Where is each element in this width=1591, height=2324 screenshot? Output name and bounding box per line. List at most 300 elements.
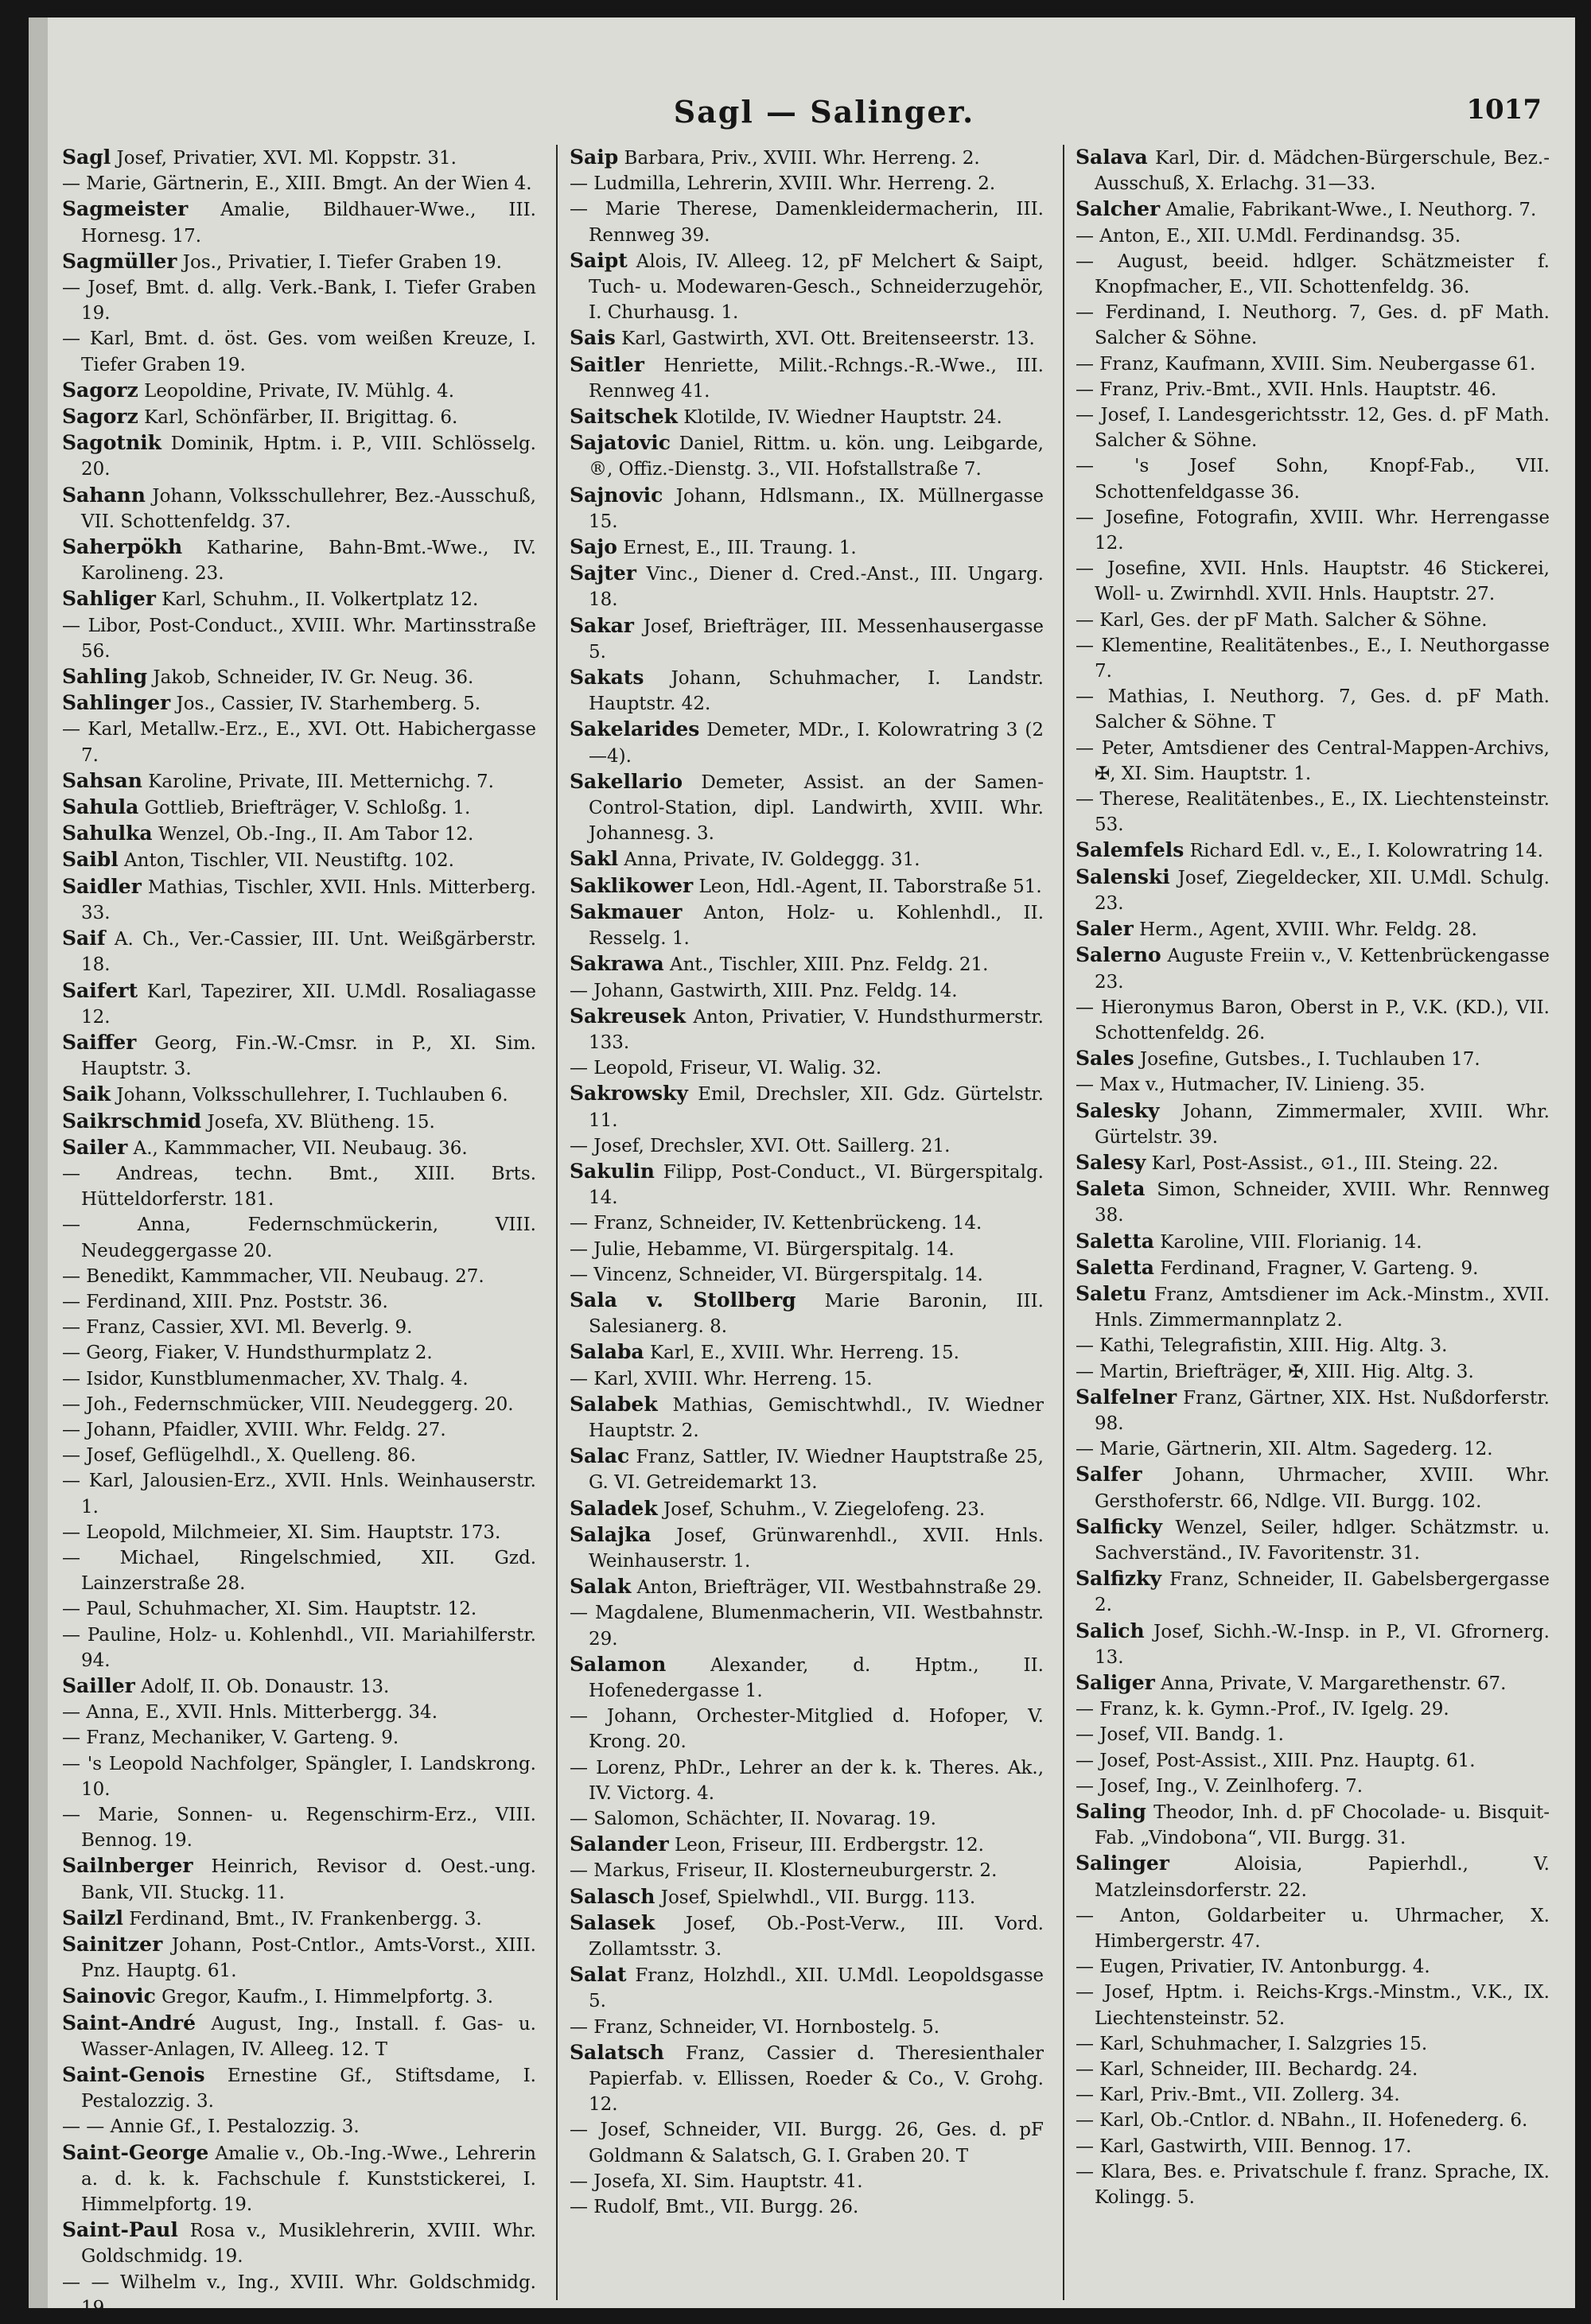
entry-details: Karl, Schönfärber, II. Brigittag. 6.	[138, 407, 458, 429]
entry-surname: Sakellario	[570, 769, 683, 793]
entry-details: Klotilde, IV. Wiedner Hauptstr. 24.	[678, 407, 1002, 429]
entry-surname: Salac	[570, 1444, 630, 1468]
directory-entry	[62, 874, 536, 926]
entry-surname: Sajatovic	[570, 431, 671, 455]
directory-entry	[1076, 1954, 1550, 1980]
entry-details: Georg, Fin.-W.-Cmsr. in P., XI. Sim. Hauptstr. 3.	[81, 1032, 536, 1080]
entry-details: Anna, Private, V. Margarethenstr. 67.	[1154, 1673, 1507, 1694]
directory-entry	[1076, 1903, 1550, 1954]
directory-entry	[1076, 2108, 1550, 2133]
directory-entry	[570, 1133, 1044, 1159]
entry-details: Karl, Tapezirer, XII. U.Mdl. Rosaliagasse 12.	[81, 981, 536, 1028]
entry-details: — Josefine, XVII. Hnls. Hauptstr. 46 Stickerei, Woll- u. Zwirnhdl. XVII. Hnls. Hauptstr. 27.	[1076, 558, 1550, 605]
entry-details: — Lorenz, PhDr., Lehrer an der k. k. Theres. Ak., IV. Victorg. 4.	[570, 1757, 1044, 1804]
directory-entry	[570, 1444, 1044, 1495]
directory-entry	[62, 768, 536, 795]
directory-entry	[570, 1962, 1044, 2014]
entry-details: — Josef, Schneider, VII. Burgg. 26, Ges. d. pF Goldmann & Salatsch, G. I. Graben 20. T	[570, 2120, 1044, 2167]
entry-details: — Josef, Post-Assist., XIII. Pnz. Hauptg. 61.	[1076, 1750, 1476, 1771]
directory-entry	[62, 1468, 536, 1519]
entry-details: Johann, Schuhmacher, I. Landstr. Hauptstr. 42.	[589, 668, 1044, 715]
entry-details: Josef, Spielwhdl., VII. Burgg. 113.	[655, 1887, 976, 1908]
directory-column-3	[1076, 145, 1550, 2300]
directory-column-1	[62, 145, 536, 2318]
directory-entry	[1076, 865, 1550, 916]
entry-surname: Sahlinger	[62, 691, 171, 715]
entry-details: — Kathi, Telegrafistin, XIII. Hig. Altg. 3.	[1076, 1335, 1448, 1357]
entry-surname: Sagotnik	[62, 431, 161, 455]
directory-entry	[1076, 736, 1550, 787]
entry-details: — Anton, E., XII. U.Mdl. Ferdinandsg. 35.	[1076, 225, 1461, 247]
directory-entry	[1076, 505, 1550, 556]
entry-details: Josef, Ziegeldecker, XII. U.Mdl. Schulg. 23.	[1095, 867, 1550, 914]
entry-surname: Sakats	[570, 666, 644, 690]
entry-details: — Karl, Ges. der pF Math. Salcher & Söhne.	[1076, 609, 1488, 631]
directory-entry	[62, 1545, 536, 1596]
directory-entry	[570, 1366, 1044, 1392]
entry-surname: Salasek	[570, 1910, 655, 1934]
entry-surname: Salfelner	[1076, 1385, 1177, 1409]
directory-entry	[62, 1725, 536, 1751]
entry-surname: Sajter	[570, 562, 636, 585]
directory-entry	[1076, 300, 1550, 351]
entry-details: Filipp, Post-Conduct., VI. Bürgerspitalg. 14.	[589, 1161, 1044, 1209]
entry-details: — August, beeid. hdlger. Schätzmeister f. Knopfmacher, E., VII. Schottenfeldg. 36.	[1076, 251, 1550, 298]
entry-details: — Franz, k. k. Gymn.-Prof., IV. Igelg. 29.	[1076, 1699, 1449, 1720]
directory-entry	[62, 1623, 536, 1673]
entry-details: — Josef, Hptm. i. Reichs-Krgs.-Minstm., V.K., IX. Liechtensteinstr. 52.	[1076, 1982, 1550, 2029]
entry-surname: Salak	[570, 1575, 632, 1599]
entry-surname: Salat	[570, 1963, 627, 1987]
entry-details: Franz, Sattler, IV. Wiedner Hauptstraße 25, G. VI. Getreidemarkt 13.	[589, 1447, 1044, 1494]
entry-details: Josef, Schuhm., V. Ziegelofeng. 23.	[657, 1498, 986, 1520]
entry-details: Dominik, Hptm. i. P., VIII. Schlösselg. 20.	[81, 433, 536, 480]
directory-entry	[1076, 1980, 1550, 2031]
directory-entry	[1076, 1748, 1550, 1774]
entry-details: Aloisia, Papierhdl., V. Matzleinsdorferstr. 22.	[1095, 1854, 1550, 1901]
entry-surname: Saletta	[1076, 1229, 1154, 1253]
entry-details: — Josefine, Fotografin, XVIII. Whr. Herrengasse 12.	[1076, 507, 1550, 554]
directory-entry	[570, 145, 1044, 171]
directory-entry	[570, 196, 1044, 247]
directory-entry	[570, 1600, 1044, 1651]
entry-details: August, Ing., Install. f. Gas- u. Wasser-Anlagen, IV. Alleeg. 12. T	[81, 2013, 536, 2060]
entry-details: Franz, Schneider, II. Gabelsbergergasse 2.	[1095, 1569, 1550, 1616]
entry-details: Karl, Gastwirth, XVI. Ott. Breitenseerstr. 13.	[615, 328, 1035, 350]
entry-details: — Libor, Post-Conduct., XVIII. Whr. Martinsstraße 56.	[62, 615, 536, 662]
directory-entry	[570, 2015, 1044, 2040]
directory-entry	[62, 2270, 536, 2321]
entry-details: — Josef, VII. Bandg. 1.	[1076, 1724, 1284, 1746]
directory-entry	[62, 1596, 536, 1622]
directory-entry	[1076, 402, 1550, 453]
directory-entry	[1076, 556, 1550, 607]
entry-details: Anton, Privatier, V. Hundsthurmerstr. 133.	[589, 1006, 1044, 1053]
entry-details: — Magdalene, Blumenmacherin, VII. Westbahnstr. 29.	[570, 1603, 1044, 1650]
entry-surname: Salatsch	[570, 2040, 664, 2064]
entry-surname: Sahula	[62, 795, 139, 819]
entry-details: Marie Baronin, III. Salesianerg. 8.	[589, 1290, 1044, 1338]
entry-surname: Sajo	[570, 535, 617, 559]
directory-entry	[570, 951, 1044, 977]
entry-surname: Sahulka	[62, 822, 153, 845]
directory-entry	[62, 483, 536, 534]
directory-entry	[1076, 942, 1550, 994]
entry-surname: Sagmüller	[62, 249, 177, 273]
entry-details: — Karl, XVIII. Whr. Herreng. 15.	[570, 1368, 873, 1389]
entry-details: Josef, Sichh.-W.-Insp. in P., VI. Gfrornerg. 13.	[1095, 1621, 1550, 1668]
entry-surname: Salander	[570, 1832, 669, 1856]
directory-entry	[1076, 2159, 1550, 2210]
entry-details: Simon, Schneider, XVIII. Whr. Rennweg 38.	[1095, 1179, 1550, 1226]
entry-details: — Franz, Mechaniker, V. Garteng. 9.	[62, 1727, 399, 1749]
entry-surname: Sagorz	[62, 405, 138, 429]
directory-entry	[1076, 2057, 1550, 2082]
entry-details: — Leopold, Milchmeier, XI. Sim. Hauptstr. 173.	[62, 1521, 501, 1543]
directory-entry	[1076, 684, 1550, 735]
directory-entry	[570, 717, 1044, 768]
directory-entry	[1076, 352, 1550, 377]
entry-surname: Saif	[62, 927, 106, 950]
entry-surname: Sagorz	[62, 378, 138, 402]
entry-surname: Salamon	[570, 1652, 667, 1676]
entry-details: — Salomon, Schächter, II. Novarag. 19.	[570, 1809, 936, 1829]
entry-surname: Saifert	[62, 978, 138, 1002]
entry-details: — Karl, Priv.-Bmt., VII. Zollerg. 34.	[1076, 2085, 1400, 2106]
entry-details: — Josef, Geflügelhdl., X. Quelleng. 86.	[62, 1445, 417, 1467]
entry-surname: Salesy	[1076, 1150, 1146, 1174]
entry-surname: Sakreusek	[570, 1004, 687, 1028]
entry-details: — Franz, Kaufmann, XVIII. Sim. Neubergasse 61.	[1076, 353, 1536, 375]
entry-details: Josef, Briefträger, III. Messenhausergasse 5.	[589, 616, 1044, 663]
entry-surname: Sailzl	[62, 1906, 123, 1930]
entry-surname: Saklikower	[570, 873, 694, 897]
entry-surname: Salich	[1076, 1619, 1145, 1642]
entry-details: Alois, IV. Alleeg. 12, pF Melchert & Saipt, Tuch- u. Modewaren-Gesch., Schneiderzugehör, I. Churhausg. 1.	[589, 251, 1044, 324]
directory-entry	[1076, 1851, 1550, 1902]
entry-details: — Rudolf, Bmt., VII. Burgg. 26.	[570, 2197, 859, 2218]
entry-details: — Klementine, Realitätenbes., E., I. Neuthorgasse 7.	[1076, 635, 1550, 682]
directory-entry	[570, 1339, 1044, 1366]
entry-details: Josef, Grünwarenhdl., XVII. Hnls. Weinhauserstr. 1.	[589, 1525, 1044, 1572]
entry-surname: Saint-Genois	[62, 2063, 205, 2087]
entry-details: Franz, Holzhdl., XII. U.Mdl. Leopoldsgasse 5.	[589, 1965, 1044, 2012]
entry-details: — Joh., Federnschmücker, VIII. Neudeggerg. 20.	[62, 1393, 514, 1415]
directory-entry	[62, 926, 536, 977]
directory-entry	[1076, 1566, 1550, 1618]
directory-entry	[62, 1906, 536, 1932]
directory-entry	[62, 171, 536, 196]
directory-entry	[62, 1212, 536, 1263]
directory-entry	[1076, 1436, 1550, 1462]
directory-entry	[62, 1109, 536, 1135]
entry-details: Josefine, Gutsbes., I. Tuchlauben 17.	[1134, 1049, 1480, 1071]
entry-details: — Ludmilla, Lehrerin, XVIII. Whr. Herreng. 2.	[570, 173, 996, 195]
directory-entry	[570, 613, 1044, 665]
directory-entry	[570, 1522, 1044, 1574]
entry-details: Johann, Uhrmacher, XVIII. Whr. Gersthoferstr. 66, Ndlge. VII. Burgg. 102.	[1095, 1465, 1550, 1512]
directory-entry	[570, 1288, 1044, 1339]
entry-details: — Karl, Schneider, III. Bechardg. 24.	[1076, 2059, 1418, 2081]
entry-details: — Franz, Schneider, IV. Kettenbrückeng. 14.	[570, 1213, 982, 1234]
directory-entry	[1076, 196, 1550, 223]
directory-entry	[62, 2217, 536, 2269]
directory-entry	[1076, 1098, 1550, 1150]
entry-details: — Anna, E., XVII. Hnls. Mitterbergg. 34.	[62, 1702, 438, 1724]
entry-surname: Saikrschmid	[62, 1109, 202, 1133]
directory-entry	[1076, 453, 1550, 504]
directory-entry	[1076, 1514, 1550, 1566]
directory-entry	[570, 846, 1044, 872]
entry-details: — Karl, Ob.-Cntlor. d. NBahn., II. Hofenederg. 6.	[1076, 2110, 1528, 2132]
entry-details: Karl, Dir. d. Mädchen-Bürgerschule, Bez.-Ausschuß, X. Erlachg. 31—33.	[1095, 148, 1550, 195]
entry-surname: Sagmeister	[62, 197, 189, 221]
entry-details: Herm., Agent, XVIII. Whr. Feldg. 28.	[1133, 919, 1477, 941]
entry-details: — Ferdinand, I. Neuthorg. 7, Ges. d. pF Math. Salcher & Söhne.	[1076, 302, 1550, 349]
entry-surname: Saleta	[1076, 1177, 1146, 1201]
directory-entry	[62, 1673, 536, 1700]
entry-details: — Karl, Gastwirth, VIII. Bennog. 17.	[1076, 2136, 1412, 2157]
entry-details: Auguste Freiin v., V. Kettenbrückengasse 23.	[1095, 946, 1550, 993]
directory-entry	[570, 1806, 1044, 1832]
entry-details: Wenzel, Ob.-Ing., II. Am Tabor 12.	[152, 824, 474, 845]
directory-entry	[570, 2194, 1044, 2220]
entry-details: Wenzel, Seiler, hdlger. Schätzmstr. u. Sachverständ., IV. Favoritenstr. 31.	[1095, 1517, 1550, 1564]
directory-entry	[62, 1932, 536, 1984]
entry-details: A. Ch., Ver.-Cassier, III. Unt. Weißgärberstr. 18.	[81, 929, 536, 976]
directory-entry	[62, 690, 536, 717]
entry-details: Demeter, Assist. an der Samen-Control-Station, dipl. Landwirth, XVIII. Whr. Johannesg. 3.	[589, 771, 1044, 845]
entry-surname: Saidler	[62, 874, 142, 898]
entry-details: — 's Josef Sohn, Knopf-Fab., VII. Schottenfeldgasse 36.	[1076, 456, 1550, 503]
directory-entry	[570, 352, 1044, 404]
directory-entry	[570, 1211, 1044, 1236]
directory-entry	[62, 2062, 536, 2114]
entry-surname: Salerno	[1076, 943, 1161, 967]
entry-details: Anton, Tischler, VII. Neustiftg. 102.	[118, 850, 454, 872]
entry-details: — Eugen, Privatier, IV. Antonburgg. 4.	[1076, 1957, 1430, 1978]
entry-details: — Peter, Amtsdiener des Central-Mappen-Archivs, ✠, XI. Sim. Hauptstr. 1.	[1076, 737, 1550, 784]
entry-surname: Saliger	[1076, 1670, 1155, 1694]
entry-surname: Saipt	[570, 248, 628, 272]
entry-details: — Marie, Gärtnerin, XII. Altm. Sagederg. 12.	[1076, 1439, 1493, 1460]
directory-entry	[62, 821, 536, 847]
entry-surname: Sahliger	[62, 587, 156, 611]
directory-entry	[570, 248, 1044, 326]
directory-entry	[570, 1392, 1044, 1444]
entry-details: Demeter, MDr., I. Kolowratring 3 (2—4).	[589, 720, 1044, 767]
directory-entry	[570, 534, 1044, 561]
directory-page	[29, 17, 1575, 2318]
entry-surname: Sailler	[62, 1673, 135, 1697]
entry-surname: Sales	[1076, 1047, 1134, 1071]
entry-details: Henriette, Milit.-Rchngs.-R.-Wwe., III. Rennweg 41.	[589, 355, 1044, 402]
directory-entry	[570, 1832, 1044, 1858]
entry-surname: Sais	[570, 326, 616, 350]
entry-details: — Franz, Cassier, XVI. Ml. Beverlg. 9.	[62, 1317, 413, 1339]
entry-details: Josef, Ob.-Post-Verw., III. Vord. Zollamtsstr. 3.	[589, 1913, 1044, 1961]
entry-details: — Johann, Gastwirth, XIII. Pnz. Feldg. 14.	[570, 980, 958, 1001]
directory-entry	[570, 483, 1044, 534]
entry-details: — Josef, Bmt. d. allg. Verk.-Bank, I. Tiefer Graben 19.	[62, 278, 536, 325]
entry-details: — Marie Therese, Damenkleidermacherin, III. Rennweg 39.	[570, 199, 1044, 246]
entry-details: — Vincenz, Schneider, VI. Bürgerspitalg. 14.	[570, 1264, 983, 1285]
entry-details: Katharine, Bahn-Bmt.-Wwe., IV. Karolineng. 23.	[81, 538, 536, 585]
entry-surname: Sahling	[62, 665, 148, 689]
entry-details: Theodor, Inh. d. pF Chocolade- u. Bisquit-Fab. „Vindobona“, VII. Burgg. 31.	[1095, 1802, 1550, 1849]
entry-details: Josef, Privatier, XVI. Ml. Koppstr. 31.	[111, 148, 457, 169]
entry-details: Ferdinand, Bmt., IV. Frankenbergg. 3.	[123, 1908, 482, 1930]
directory-entry	[1076, 916, 1550, 942]
entry-details: Leopoldine, Private, IV. Mühlg. 4.	[138, 380, 455, 402]
entry-details: Mathias, Gemischtwhdl., IV. Wiedner Hauptstr. 2.	[589, 1394, 1044, 1441]
directory-entry	[1076, 223, 1550, 249]
entry-surname: Sainitzer	[62, 1933, 163, 1957]
directory-entry	[1076, 1696, 1550, 1722]
entry-details: — — Wilhelm v., Ing., XVIII. Whr. Goldschmidg. 19.	[62, 2272, 536, 2318]
entry-details: Jakob, Schneider, IV. Gr. Neug. 36.	[147, 667, 474, 689]
directory-entry	[62, 1520, 536, 1545]
directory-entry	[1076, 2031, 1550, 2057]
directory-entry	[1076, 377, 1550, 402]
directory-entry	[570, 1496, 1044, 1522]
directory-entry	[62, 249, 536, 275]
directory-entry	[62, 586, 536, 612]
directory-entry	[1076, 1229, 1550, 1255]
entry-surname: Salcher	[1076, 197, 1161, 221]
entry-details: — Franz, Schneider, VI. Hornbostelg. 5.	[570, 2016, 940, 2038]
directory-entry	[570, 1004, 1044, 1055]
entry-surname: Sajnovic	[570, 483, 663, 507]
entry-details: — Martin, Briefträger, ✠, XIII. Hig. Altg. 3.	[1076, 1361, 1474, 1382]
directory-entry	[1076, 145, 1550, 196]
entry-details: Ernest, E., III. Traung. 1.	[617, 538, 857, 559]
entry-details: Karoline, VIII. Florianig. 14.	[1153, 1231, 1422, 1253]
directory-entry	[1076, 1176, 1550, 1228]
entry-details: — Therese, Realitätenbes., E., IX. Liechtensteinstr. 53.	[1076, 789, 1550, 836]
directory-entry	[1076, 1072, 1550, 1098]
directory-entry	[62, 1315, 536, 1340]
entry-surname: Salabek	[570, 1392, 658, 1416]
directory-entry	[62, 1366, 536, 1392]
directory-entry	[570, 2169, 1044, 2194]
directory-entry	[570, 1055, 1044, 1081]
entry-details: — Marie, Sonnen- u. Regenschirm-Erz., VIII. Bennog. 19.	[62, 1805, 536, 1852]
entry-surname: Sahsan	[62, 768, 142, 792]
directory-entry	[62, 1984, 536, 2010]
directory-entry	[570, 1159, 1044, 1211]
directory-entry	[570, 1910, 1044, 1962]
entry-surname: Saling	[1076, 1800, 1146, 1823]
entry-surname: Sakelarides	[570, 717, 700, 741]
entry-surname: Sainovic	[62, 1984, 156, 2008]
entry-surname: Saladek	[570, 1496, 658, 1520]
directory-entry	[570, 665, 1044, 717]
entry-surname: Salasch	[570, 1884, 655, 1908]
entry-details: — Leopold, Friseur, VI. Walig. 32.	[570, 1058, 882, 1079]
entry-details: Johann, Volksschullehrer, Bez.-Ausschuß, VII. Schottenfeldg. 37.	[81, 485, 536, 532]
entry-details: — Pauline, Holz- u. Kohlenhdl., VII. Mariahilferstr. 94.	[62, 1624, 536, 1671]
directory-entry	[62, 2140, 536, 2218]
entry-details: Gregor, Kaufm., I. Himmelpfortg. 3.	[155, 1987, 494, 2008]
entry-details: — Josef, I. Landesgerichtsstr. 12, Ges. d. pF Math. Salcher & Söhne.	[1076, 405, 1550, 452]
entry-details: — — Annie Gf., I. Pestalozzig. 3.	[62, 2116, 360, 2138]
directory-entry	[570, 2117, 1044, 2168]
directory-entry	[62, 275, 536, 326]
entry-details: Rosa v., Musiklehrerin, XVIII. Whr. Goldschmidg. 19.	[81, 2221, 536, 2268]
directory-entry	[1076, 995, 1550, 1046]
entry-details: — Klara, Bes. e. Privatschule f. franz. Sprache, IX. Kolingg. 5.	[1076, 2161, 1550, 2209]
directory-entry	[62, 1340, 536, 1366]
directory-entry	[1076, 1255, 1550, 1281]
directory-entry	[1076, 837, 1550, 864]
entry-surname: Salficky	[1076, 1514, 1162, 1538]
entry-details: — Johann, Pfaidler, XVIII. Whr. Feldg. 27.	[62, 1419, 446, 1440]
directory-entry	[62, 1802, 536, 1853]
entry-details: Franz, Cassier d. Theresienthaler Papierfab. v. Ellissen, Roeder & Co., V. Grohg. 12.	[589, 2042, 1044, 2116]
directory-entry	[62, 1443, 536, 1468]
running-head	[29, 94, 1575, 132]
directory-entry	[1076, 1619, 1550, 1670]
entry-details: Ernestine Gf., Stiftsdame, I. Pestalozzig. 3.	[81, 2066, 536, 2112]
entry-surname: Salaba	[570, 1340, 644, 1364]
directory-entry	[570, 769, 1044, 847]
entry-details: Johann, Post-Cntlor., Amts-Vorst., XIII. Pnz. Hauptg. 61.	[81, 1935, 536, 1982]
entry-details: — Anna, Federnschmückerin, VIII. Neudeggergasse 20.	[62, 1214, 536, 1261]
directory-entry	[62, 1082, 536, 1108]
entry-details: — Andreas, techn. Bmt., XIII. Brts. Hütteldorferstr. 181.	[62, 1163, 536, 1211]
entry-details: Karl, Schuhm., II. Volkertplatz 12.	[155, 589, 479, 611]
entry-surname: Sailer	[62, 1135, 128, 1159]
directory-entry	[62, 664, 536, 690]
directory-entry	[570, 1884, 1044, 1910]
entry-details: — Georg, Fiaker, V. Hundsthurmplatz 2.	[62, 1343, 433, 1364]
entry-details: — Benedikt, Kammmacher, VII. Neubaug. 27.	[62, 1265, 484, 1287]
entry-surname: Saitler	[570, 352, 644, 376]
page-number: 1017	[1466, 94, 1542, 126]
entry-details: — Max v., Hutmacher, IV. Linieng. 35.	[1076, 1075, 1426, 1096]
entry-surname: Saint-Paul	[62, 2218, 178, 2242]
entry-surname: Salfer	[1076, 1463, 1142, 1487]
entry-details: — Mathias, I. Neuthorg. 7, Ges. d. pF Math. Salcher & Söhne. T	[1076, 686, 1550, 733]
entry-surname: Saibl	[62, 848, 119, 872]
entry-details: Alexander, d. Hptm., II. Hofenedergasse 1.	[589, 1654, 1044, 1701]
entry-surname: Saler	[1076, 917, 1134, 941]
directory-entry	[62, 717, 536, 768]
directory-entry	[1076, 1281, 1550, 1333]
entry-surname: Sakmauer	[570, 900, 683, 923]
entry-details: Johann, Volksschullehrer, I. Tuchlauben 6.	[111, 1085, 508, 1106]
entry-surname: Saik	[62, 1082, 111, 1106]
directory-entry	[1076, 1046, 1550, 1072]
directory-entry	[570, 978, 1044, 1004]
directory-entry	[570, 404, 1044, 430]
entry-details: Heinrich, Revisor d. Oest.-ung. Bank, VII. Stuckg. 11.	[81, 1856, 536, 1903]
directory-entry	[570, 1262, 1044, 1288]
directory-entry	[62, 430, 536, 482]
directory-column-2	[570, 145, 1044, 2300]
directory-entry	[570, 1652, 1044, 1704]
directory-entry	[62, 1392, 536, 1417]
directory-entry	[570, 325, 1044, 352]
directory-entry	[62, 613, 536, 664]
entry-details: Mathias, Tischler, XVII. Hnls. Mitterberg. 33.	[81, 876, 536, 923]
entry-details: Adolf, II. Ob. Donaustr. 13.	[134, 1676, 390, 1697]
directory-entry	[570, 430, 1044, 482]
directory-entry	[1076, 1150, 1550, 1176]
entry-details: — Julie, Hebamme, VI. Bürgerspitalg. 14.	[570, 1238, 955, 1260]
directory-entry	[570, 1081, 1044, 1133]
